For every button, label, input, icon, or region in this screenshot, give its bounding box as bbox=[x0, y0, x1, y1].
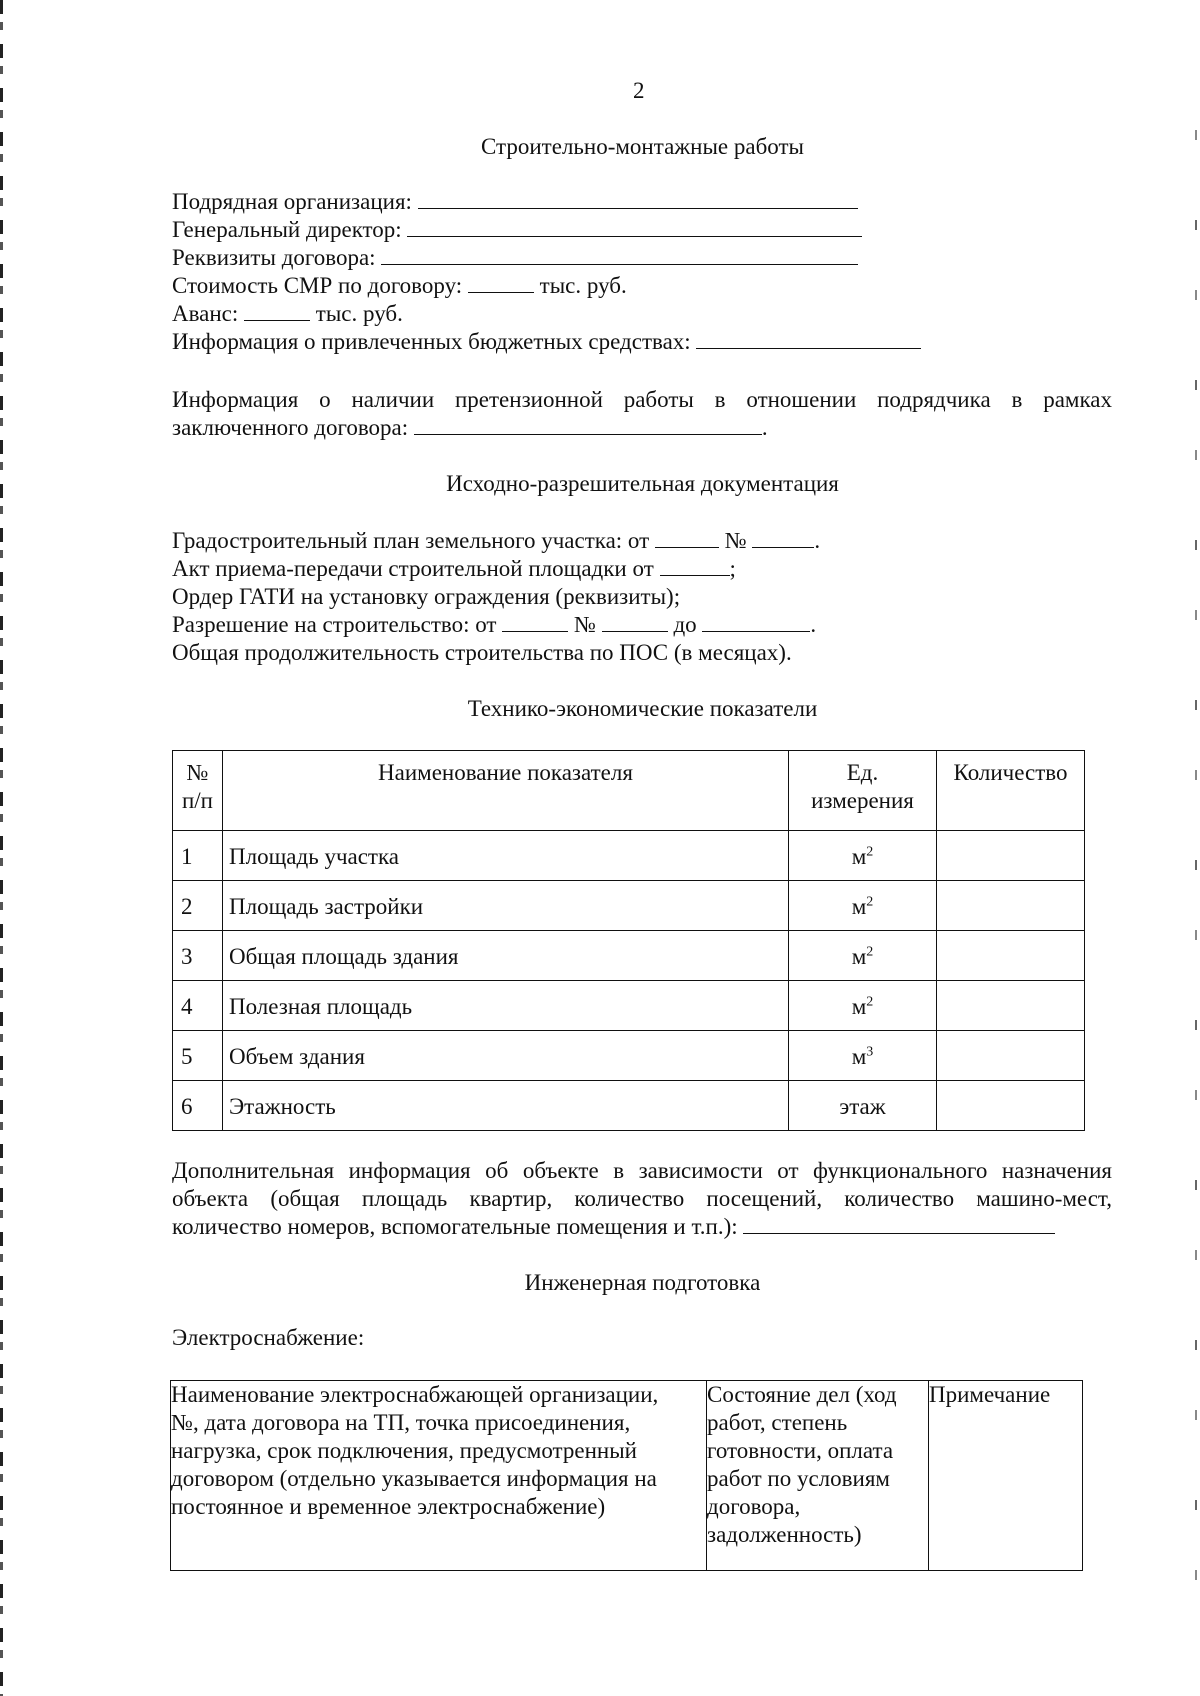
gati-line: Ордер ГАТИ на установку ограждения (реквизиты); bbox=[172, 584, 681, 609]
budget-field[interactable] bbox=[696, 328, 921, 349]
contractor-field[interactable] bbox=[418, 188, 858, 209]
tep-unit-base: м bbox=[851, 844, 867, 869]
contractor-line bbox=[172, 188, 858, 216]
table-row bbox=[173, 1031, 1085, 1081]
tep-cell-qty[interactable] bbox=[937, 981, 1085, 1031]
gpzu-label: Градостроительный план земельного участка: от bbox=[172, 528, 650, 553]
tep-unit-base: этаж bbox=[839, 1094, 886, 1119]
power-col1-line: Наименование электроснабжающей организации, bbox=[171, 1382, 659, 1407]
additional-line-2: объекта (общая площадь квартир, количество посещений, количество машино-мест, bbox=[172, 1186, 1112, 1211]
tep-cell-qty[interactable] bbox=[937, 881, 1085, 931]
tep-cell-name: Площадь застройки bbox=[223, 881, 789, 931]
power-col2-line: Состояние дел (ход bbox=[707, 1382, 897, 1407]
tep-unit-base: м bbox=[851, 894, 867, 919]
power-col1-line: нагрузка, срок подключения, предусмотренный bbox=[171, 1438, 637, 1463]
power-col2-line: договора, bbox=[707, 1494, 801, 1519]
director-label: Генеральный директор: bbox=[172, 217, 402, 242]
tep-cell-num: 5 bbox=[173, 1031, 223, 1081]
tep-cell-num: 6 bbox=[173, 1081, 223, 1131]
tep-cell-qty[interactable] bbox=[937, 1031, 1085, 1081]
claims-label: заключенного договора: bbox=[172, 415, 409, 440]
tep-cell-unit bbox=[789, 831, 937, 881]
tep-header-qty-text: Количество bbox=[953, 760, 1068, 785]
power-supply-label: Электроснабжение: bbox=[172, 1325, 365, 1350]
additional-field[interactable] bbox=[743, 1213, 1055, 1234]
tep-unit-sup: 2 bbox=[866, 994, 874, 1010]
table-row bbox=[173, 881, 1085, 931]
table-row bbox=[173, 981, 1085, 1031]
claims-line-2 bbox=[172, 414, 768, 442]
tep-cell-unit bbox=[789, 931, 937, 981]
table-row bbox=[173, 1081, 1085, 1131]
power-col2-line: задолженность) bbox=[707, 1522, 862, 1547]
scan-edge-left bbox=[0, 0, 3, 1696]
tep-cell-qty[interactable] bbox=[937, 831, 1085, 881]
table-row bbox=[173, 931, 1085, 981]
tep-cell-name: Площадь участка bbox=[223, 831, 789, 881]
table-row bbox=[173, 831, 1085, 881]
tep-unit-sup: 3 bbox=[866, 1044, 874, 1060]
tep-header-num-line1: № bbox=[186, 760, 209, 785]
permit-end: . bbox=[810, 612, 817, 637]
duration-line: Общая продолжительность строительства по ПОС (в месяцах). bbox=[172, 640, 792, 665]
tep-cell-name: Общая площадь здания bbox=[223, 931, 789, 981]
permit-label: Разрешение на строительство: от bbox=[172, 612, 497, 637]
tep-cell-name: Объем здания bbox=[223, 1031, 789, 1081]
contractor-label: Подрядная организация: bbox=[172, 189, 412, 214]
power-col-note bbox=[929, 1381, 1083, 1571]
advance-label: Аванс: bbox=[172, 301, 239, 326]
advance-line bbox=[172, 300, 403, 328]
additional-line-3 bbox=[172, 1213, 1055, 1241]
tep-cell-num: 2 bbox=[173, 881, 223, 931]
gpzu-end: . bbox=[814, 528, 821, 553]
tep-header-unit-line1: Ед. bbox=[846, 760, 879, 785]
section-title-tep: Технико-экономические показатели bbox=[467, 696, 818, 721]
cost-unit: тыс. руб. bbox=[539, 273, 627, 298]
tep-cell-num: 3 bbox=[173, 931, 223, 981]
permit-date-field[interactable] bbox=[502, 611, 568, 632]
power-supply-header-row bbox=[171, 1381, 1083, 1571]
contract-details-field[interactable] bbox=[381, 244, 858, 265]
act-date-field[interactable] bbox=[660, 555, 730, 576]
power-col1-line: постоянное и временное электроснабжение) bbox=[171, 1494, 606, 1519]
power-col1-line: договором (отдельно указывается информация на bbox=[171, 1466, 657, 1491]
power-supply-table bbox=[170, 1380, 1083, 1571]
tep-header-unit bbox=[789, 751, 937, 831]
act-label: Акт приема-передачи строительной площадки от bbox=[172, 556, 654, 581]
power-col2-line: работ по условиям bbox=[707, 1466, 890, 1491]
tep-cell-unit bbox=[789, 1081, 937, 1131]
tep-cell-unit bbox=[789, 1031, 937, 1081]
tep-cell-qty[interactable] bbox=[937, 1081, 1085, 1131]
tep-header-num bbox=[173, 751, 223, 831]
permit-to-label: до bbox=[673, 612, 697, 637]
permit-to-field[interactable] bbox=[702, 611, 810, 632]
cost-label: Стоимость СМР по договору: bbox=[172, 273, 463, 298]
act-line bbox=[172, 555, 736, 583]
claims-field[interactable] bbox=[414, 414, 762, 435]
tep-header-num-line2: п/п bbox=[181, 788, 213, 813]
additional-line-1: Дополнительная информация об объекте в зависимости от функционального назначения bbox=[172, 1158, 1112, 1183]
tep-unit-base: м bbox=[851, 1044, 867, 1069]
tep-cell-unit bbox=[789, 981, 937, 1031]
tep-cell-num: 1 bbox=[173, 831, 223, 881]
tep-header-unit-line2: измерения bbox=[811, 788, 914, 813]
tep-cell-name: Полезная площадь bbox=[223, 981, 789, 1031]
tep-unit-sup: 2 bbox=[866, 944, 874, 960]
gpzu-date-field[interactable] bbox=[655, 527, 719, 548]
power-col2-line: работ, степень bbox=[707, 1410, 848, 1435]
gpzu-number-field[interactable] bbox=[752, 527, 814, 548]
tep-unit-base: м bbox=[851, 944, 867, 969]
tep-unit-sup: 2 bbox=[866, 894, 874, 910]
tep-header-qty bbox=[937, 751, 1085, 831]
tep-cell-qty[interactable] bbox=[937, 931, 1085, 981]
cost-field[interactable] bbox=[468, 272, 534, 293]
power-col2-line: готовности, оплата bbox=[707, 1438, 894, 1463]
advance-field[interactable] bbox=[244, 300, 310, 321]
budget-line bbox=[172, 328, 921, 356]
tep-header-name bbox=[223, 751, 789, 831]
tep-header-name-text: Наименование показателя bbox=[378, 760, 633, 785]
budget-label: Информация о привлеченных бюджетных средствах: bbox=[172, 329, 691, 354]
tep-unit-sup: 2 bbox=[866, 844, 874, 860]
act-end: ; bbox=[729, 556, 736, 581]
contract-details-line bbox=[172, 244, 858, 272]
power-col3-line: Примечание bbox=[929, 1382, 1051, 1407]
contract-details-label: Реквизиты договора: bbox=[172, 245, 376, 270]
tep-unit-base: м bbox=[851, 994, 867, 1019]
gpzu-line bbox=[172, 527, 820, 555]
advance-unit: тыс. руб. bbox=[315, 301, 403, 326]
power-col1-line: №, дата договора на ТП, точка присоединения, bbox=[171, 1410, 631, 1435]
permit-number-sign: № bbox=[573, 612, 596, 637]
permit-line bbox=[172, 611, 816, 639]
claims-end: . bbox=[761, 415, 768, 440]
cost-line bbox=[172, 272, 627, 300]
permit-number-field[interactable] bbox=[602, 611, 668, 632]
page-number: 2 bbox=[633, 78, 645, 103]
tep-cell-num: 4 bbox=[173, 981, 223, 1031]
tep-cell-unit bbox=[789, 881, 937, 931]
tep-table bbox=[172, 750, 1085, 1131]
director-field[interactable] bbox=[407, 216, 862, 237]
tep-cell-name: Этажность bbox=[223, 1081, 789, 1131]
claims-line-1: Информация о наличии претензионной работы в отношении подрядчика в рамках bbox=[172, 387, 1112, 412]
tep-header-row bbox=[173, 751, 1085, 831]
section-title-smr: Строительно-монтажные работы bbox=[481, 134, 804, 159]
power-col-organization bbox=[171, 1381, 707, 1571]
gpzu-number-sign: № bbox=[724, 528, 747, 553]
section-title-engineering: Инженерная подготовка bbox=[524, 1270, 761, 1295]
power-col-status bbox=[707, 1381, 929, 1571]
additional-label: количество номеров, вспомогательные помещения и т.п.): bbox=[172, 1214, 738, 1239]
section-title-ird: Исходно-разрешительная документация bbox=[446, 471, 839, 496]
scan-edge-right bbox=[1195, 70, 1197, 1630]
director-line bbox=[172, 216, 862, 244]
